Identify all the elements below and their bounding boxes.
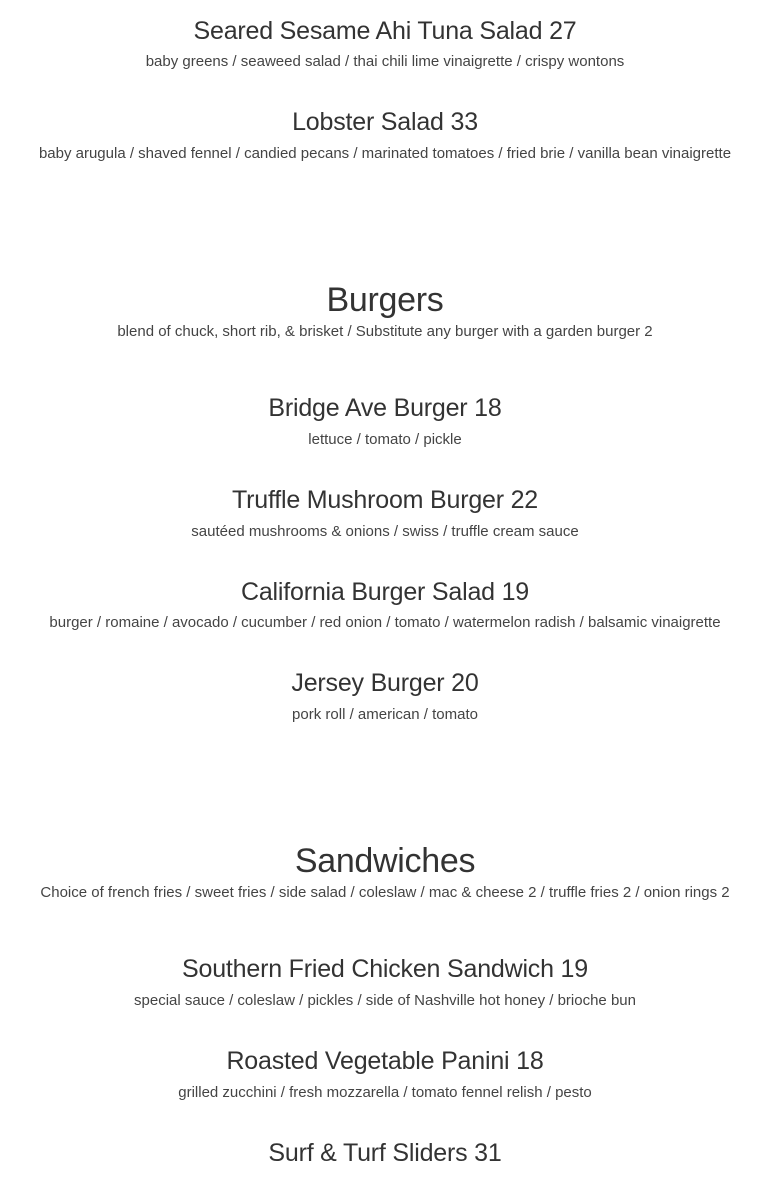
menu-item-description: grilled zucchini / fresh mozzarella / tomato fennel relish / pesto: [178, 1084, 592, 1101]
menu-item-name: Seared Sesame Ahi Tuna Salad 27: [193, 17, 577, 45]
menu-item-description: burger / romaine / avocado / cucumber / red onion / tomato / watermelon radish / balsamic vinaigrette: [49, 614, 721, 631]
menu-item-name: Lobster Salad 33: [292, 108, 478, 136]
menu-item-description: pork roll / american / tomato: [292, 706, 478, 723]
menu-item-description: baby arugula / shaved fennel / candied pecans / marinated tomatoes / fried brie / vanilla bean vinaigrette: [38, 145, 732, 162]
menu-item-name: Jersey Burger 20: [291, 669, 479, 697]
menu-item-name: Bridge Ave Burger 18: [268, 394, 502, 422]
menu-item-description: sautéed mushrooms & onions / swiss / truffle cream sauce: [191, 523, 579, 540]
menu-item-description: special sauce / coleslaw / pickles / side of Nashville hot honey / brioche bun: [134, 992, 636, 1009]
section-title-burgers: Burgers: [326, 281, 444, 319]
menu-item-description: baby greens / seaweed salad / thai chili lime vinaigrette / crispy wontons: [145, 53, 625, 70]
menu-item-name: Surf & Turf Sliders 31: [268, 1139, 502, 1167]
menu-item-name: Roasted Vegetable Panini 18: [226, 1047, 544, 1075]
menu-item-description: lettuce / tomato / pickle: [308, 431, 462, 448]
menu-item-name: Truffle Mushroom Burger 22: [231, 486, 539, 514]
section-title-sandwiches: Sandwiches: [294, 842, 476, 880]
menu-item-name: Southern Fried Chicken Sandwich 19: [182, 955, 588, 983]
section-note-burgers: blend of chuck, short rib, & brisket / Substitute any burger with a garden burger 2: [117, 323, 653, 340]
menu-item-name: California Burger Salad 19: [240, 578, 530, 606]
section-note-sandwiches: Choice of french fries / sweet fries / side salad / coleslaw / mac & cheese 2 / truffle fries 2 / onion rings 2: [40, 884, 730, 901]
